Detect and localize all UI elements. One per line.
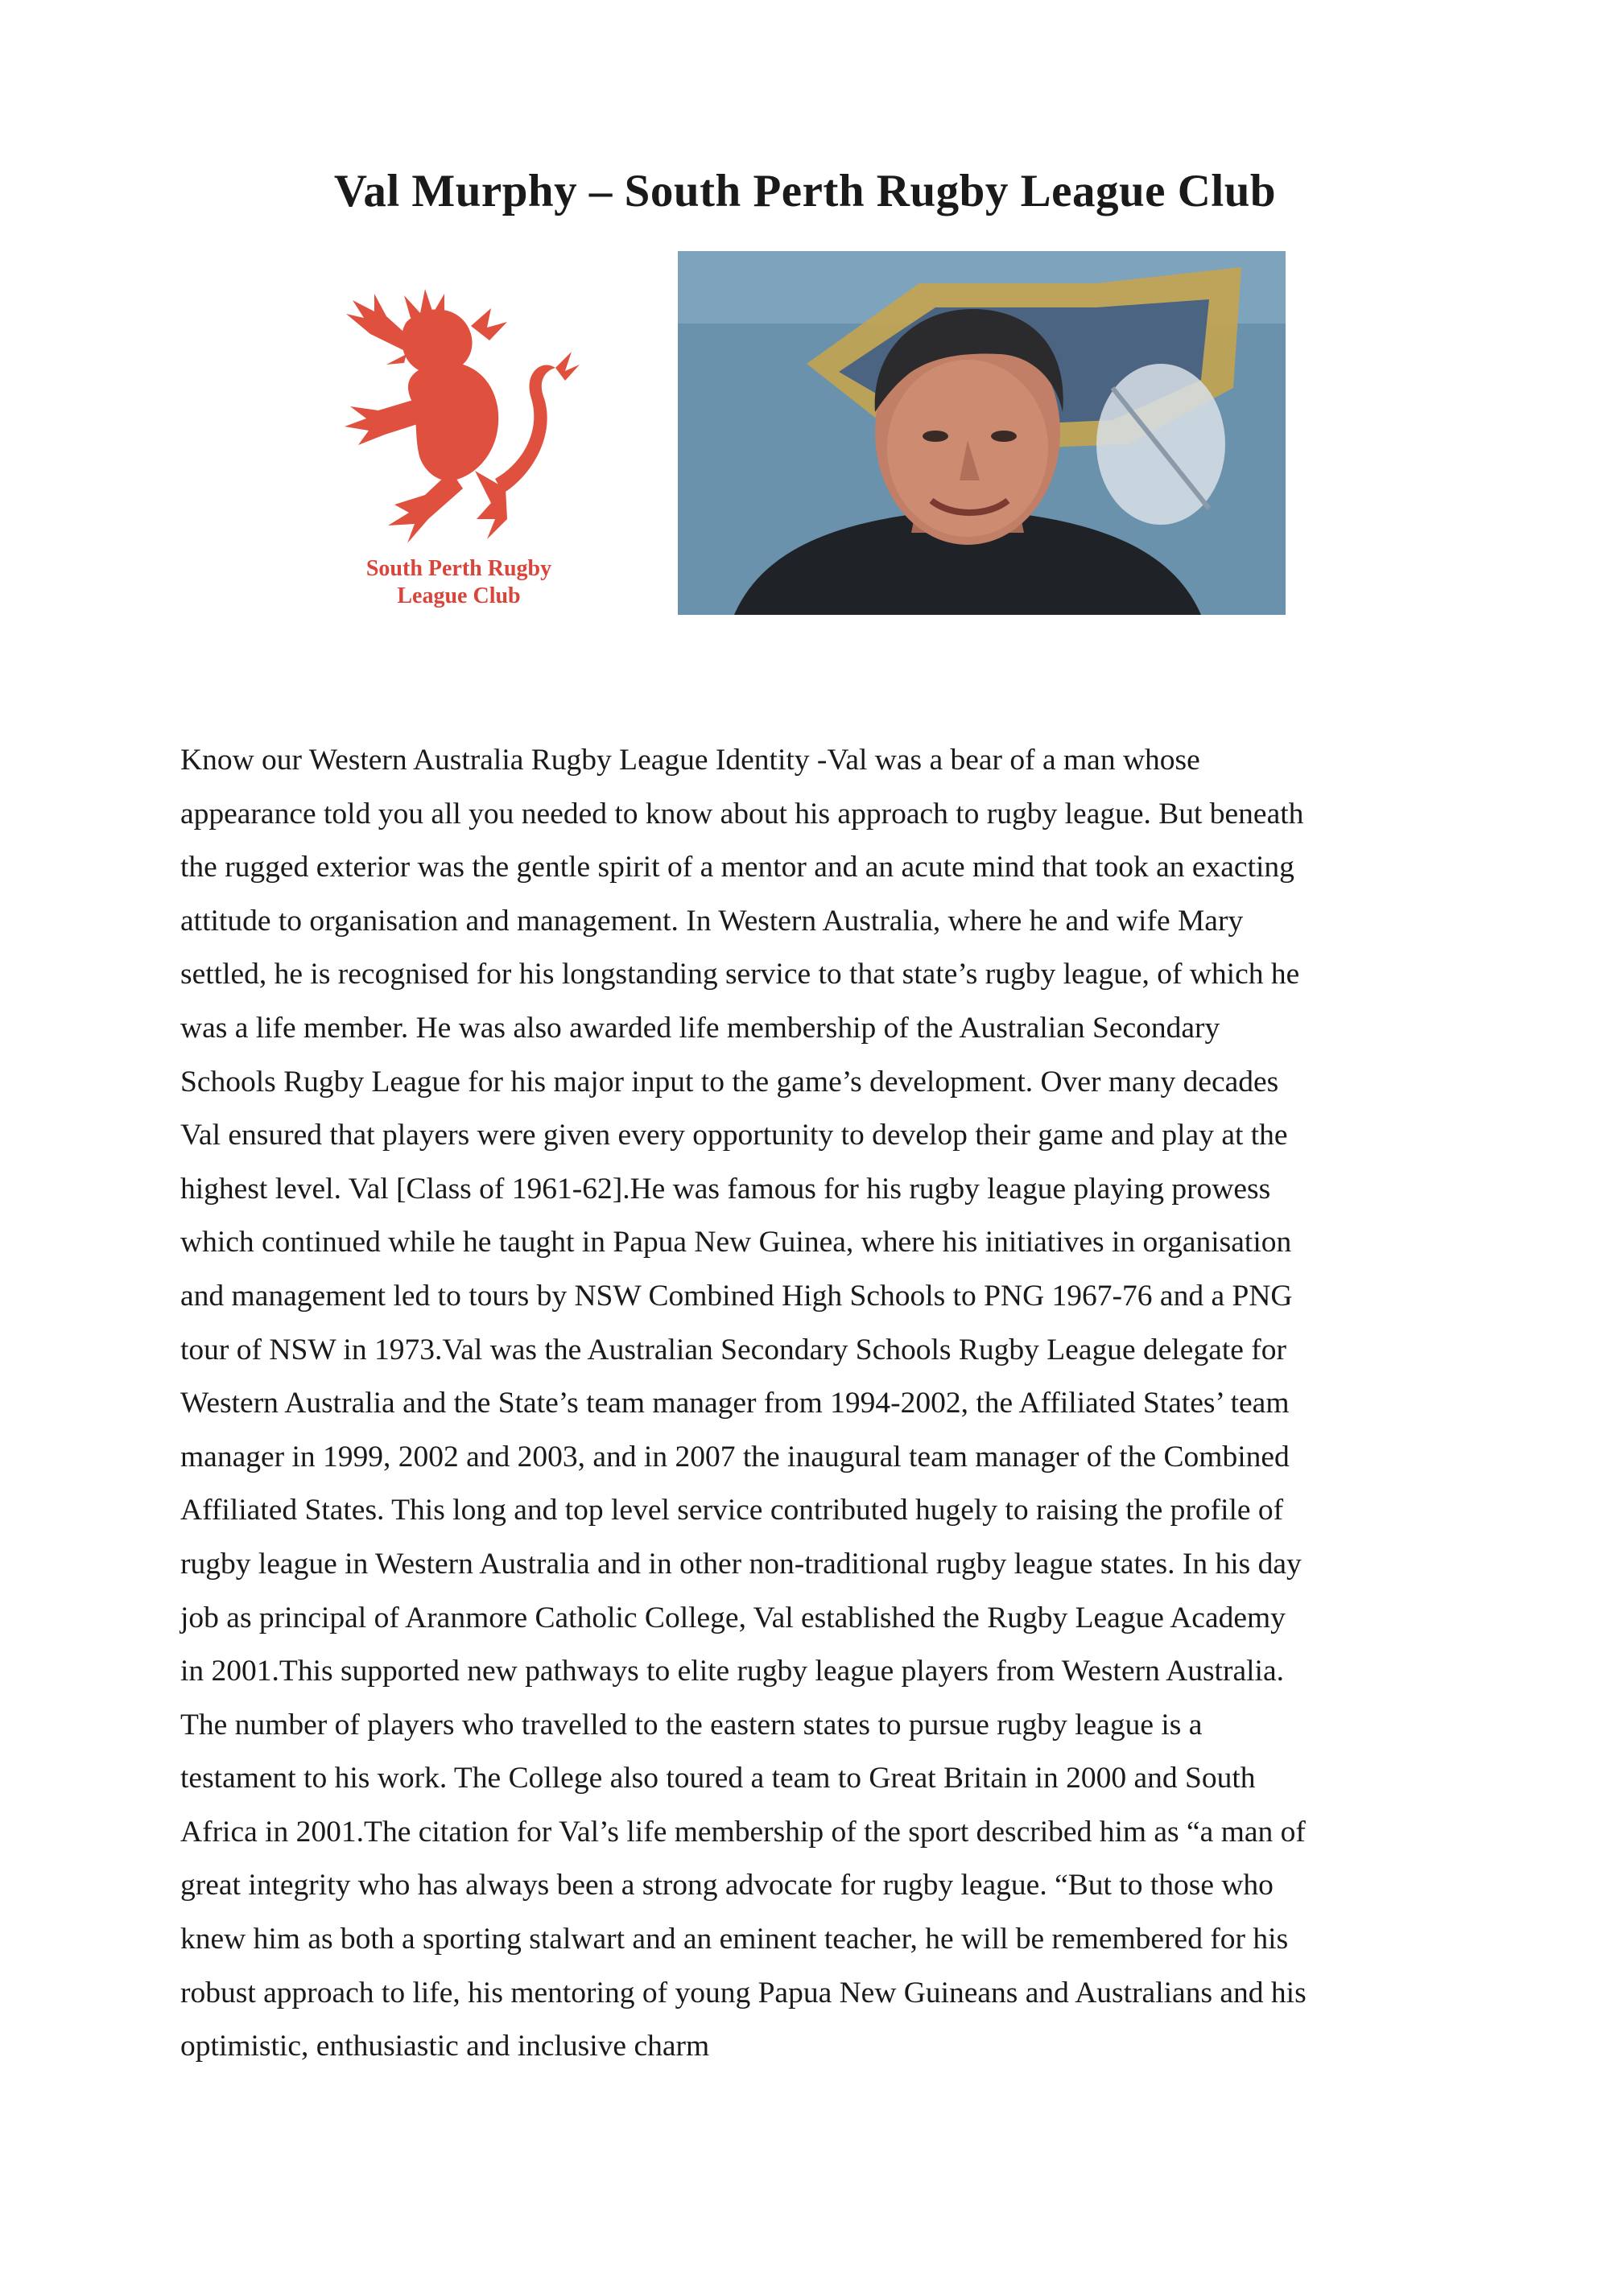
logo-caption	[322, 555, 596, 610]
text-line: Western Australia and the State’s team manager from 1994-2002, the Affiliated States’ team	[180, 1387, 1290, 1420]
text-line: Val ensured that players were given every opportunity to develop their game and play at the	[180, 1119, 1288, 1152]
text-line: Know our Western Australia Rugby League Identity -Val was a bear of a man whose	[180, 744, 1200, 777]
text-line: great integrity who has always been a strong advocate for rugby league. “But to those who	[180, 1869, 1274, 1902]
text-line: Africa in 2001.The citation for Val’s life membership of the sport described him as “a man of	[180, 1815, 1306, 1849]
text-line: manager in 1999, 2002 and 2003, and in 2007 the inaugural team manager of the Combined	[180, 1440, 1290, 1474]
rampant-lion-icon	[330, 278, 588, 551]
portrait-photo-illustration	[678, 251, 1286, 615]
biography-text	[180, 734, 1444, 2074]
text-line: Affiliated States. This long and top level service contributed hugely to raising the profile of	[180, 1494, 1284, 1527]
logo-caption-line: South Perth Rugby	[365, 556, 552, 581]
text-line: the rugged exterior was the gentle spirit of a mentor and an acute mind that took an exacting	[180, 851, 1294, 884]
club-logo	[322, 278, 596, 616]
text-line: optimistic, enthusiastic and inclusive charm	[180, 2030, 710, 2063]
text-line: and management led to tours by NSW Combined High Schools to PNG 1967-76 and a PNG	[180, 1279, 1293, 1313]
text-line: Schools Rugby League for his major input to the game’s development. Over many decades	[180, 1065, 1279, 1099]
text-line: The number of players who travelled to the eastern states to pursue rugby league is a	[180, 1708, 1203, 1742]
text-line: highest level. Val [Class of 1961-62].He was famous for his rugby league playing prowess	[180, 1172, 1271, 1206]
text-line: rugby league in Western Australia and in other non-traditional rugby league states. In his day	[180, 1547, 1302, 1581]
text-line: was a life member. He was also awarded life membership of the Australian Secondary	[180, 1011, 1220, 1045]
text-line: settled, he is recognised for his longstanding service to that state’s rugby league, of which he	[180, 958, 1300, 991]
text-line: job as principal of Aranmore Catholic College, Val established the Rugby League Academy	[180, 1601, 1286, 1634]
text-line: which continued while he taught in Papua New Guinea, where his initiatives in organisation	[180, 1226, 1292, 1259]
logo-caption-line: League Club	[397, 583, 521, 608]
text-line: attitude to organisation and management. In Western Australia, where he and wife Mary	[180, 904, 1244, 938]
text-line: in 2001.This supported new pathways to elite rugby league players from Western Australia.	[180, 1655, 1284, 1688]
text-line: knew him as both a sporting stalwart and an eminent teacher, he will be remembered for his	[180, 1923, 1289, 1956]
text-line: tour of NSW in 1973.Val was the Australian Secondary Schools Rugby League delegate for	[180, 1333, 1287, 1366]
page-title: Val Murphy – South Perth Rugby League Club	[333, 166, 1277, 216]
text-line: testament to his work. The College also toured a team to Great Britain in 2000 and South	[180, 1762, 1256, 1795]
portrait-photo	[678, 251, 1286, 615]
text-line: appearance told you all you needed to know about his approach to rugby league. But beneath	[180, 797, 1304, 831]
text-line: robust approach to life, his mentoring of young Papua New Guineans and Australians and his	[180, 1976, 1307, 2010]
